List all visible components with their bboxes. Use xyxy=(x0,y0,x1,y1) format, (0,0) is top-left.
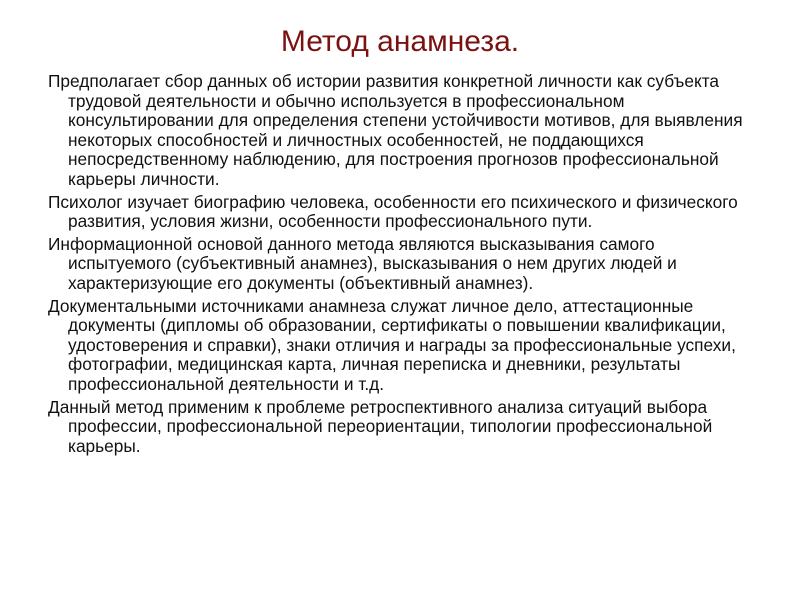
slide-title: Метод анамнеза. xyxy=(280,25,520,58)
paragraph-information-basis: Информационной основой данного метода являются высказывания самого испытуемого (субъективный анамнез), высказывания о нем других людей и характеризующие его документы (объективный анамнез). xyxy=(48,233,677,293)
paragraph-method-application: Данный метод применим к проблеме ретроспективного анализа ситуаций выбора профессии, профессиональной переориентации, типологии профессиональной карьеры. xyxy=(48,396,713,456)
paragraph-documentary-sources: Документальными источниками анамнеза служат личное дело, аттестационные документы (дипломы об образовании, сертификаты о повышении квалификации, удостоверения и справки), знаки отличия и награды за профессиональные успехи, фотографии, медицинская карта, личная переписка и дневники, результаты профессиональной деятельности и т.д. xyxy=(48,295,736,394)
paragraph-history-collection: Предполагает сбор данных об истории развития конкретной личности как субъекта трудовой деятельности и обычно используется в профессиональном консультировании для определения степени устойчивости мотивов, для выявления некоторых способностей и личностных особенностей, не поддающихся непосредственному наблюдению, для построения прогнозов профессиональной карьеры личности. xyxy=(48,71,743,189)
paragraph-psychologist-studies: Психолог изучает биографию человека, особенности его психического и физического развития, условия жизни, особенности профессионального пути. xyxy=(48,191,738,232)
slide-body xyxy=(48,72,760,459)
